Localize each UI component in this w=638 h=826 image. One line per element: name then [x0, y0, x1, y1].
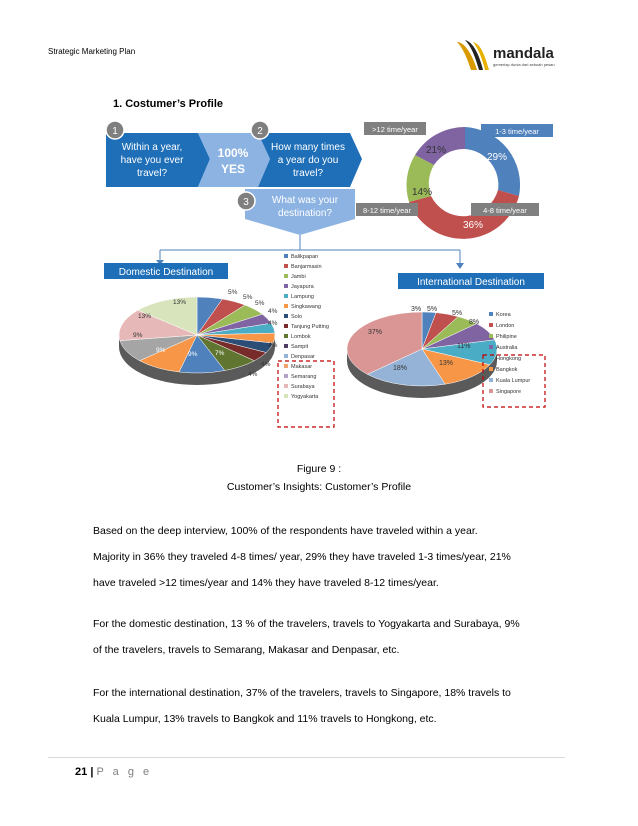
domestic-legend-label: Jambi [291, 274, 306, 280]
paragraph-line: of the travelers, travels to Semarang, Makasar and Denpasar, etc. [93, 644, 400, 656]
international-legend-label: Bangkok [496, 367, 518, 373]
domestic-slice-label: 9% [156, 347, 166, 354]
logo-tagline: gemerlap dunia dari sebuah pesan [493, 62, 555, 67]
mandala-logo [455, 36, 565, 76]
international-slice-label: 13% [439, 360, 454, 367]
question-3-line: What was your [271, 195, 339, 206]
domestic-legend-label: Tanjung Putting [291, 324, 329, 330]
domestic-legend-swatch [284, 354, 288, 358]
domestic-legend [284, 254, 329, 400]
international-legend-label: Hongkong [496, 356, 522, 362]
domestic-legend-label: Singkawang [291, 304, 321, 310]
domestic-legend-swatch [284, 374, 288, 378]
international-legend-swatch [489, 323, 493, 327]
domestic-legend-label: Lombok [291, 334, 311, 340]
document-header-title: Strategic Marketing Plan [48, 47, 136, 56]
paragraph-line: have traveled >12 times/year and 14% they have traveled 8-12 times/year. [93, 577, 439, 589]
donut-pct-1-3: 29% [486, 152, 508, 163]
frequency-donut-chart [407, 127, 521, 239]
international-legend-label: Philipine [496, 334, 517, 340]
international-slice-label: 8% [469, 319, 480, 326]
domestic-slice-label: 9% [133, 332, 143, 339]
international-slice-label: 18% [393, 365, 408, 372]
domestic-slice-label: 4% [268, 320, 278, 327]
domestic-slice-label: 5% [228, 289, 238, 296]
domestic-slice-label: 5% [255, 300, 265, 307]
figure-caption: Customer’s Insights: Customer’s Profile [226, 481, 412, 493]
page-number: 21 [75, 766, 88, 778]
domestic-legend-label: Balikpapan [291, 254, 319, 260]
donut-label-1-3: 1-3 time/year [495, 127, 539, 136]
domestic-legend-swatch [284, 324, 288, 328]
domestic-slice-label: 4% [268, 342, 278, 349]
domestic-legend-swatch [284, 364, 288, 368]
domestic-legend-swatch [284, 314, 288, 318]
donut-label-8-12: 8-12 time/year [363, 206, 411, 215]
paragraph-frequency [93, 518, 511, 596]
domestic-legend-swatch [284, 274, 288, 278]
international-slice-label: 5% [452, 310, 463, 317]
international-legend-swatch [489, 356, 493, 360]
page-word: P a g e [96, 766, 153, 778]
international-legend-label: Kuala Lumpur [496, 378, 531, 384]
domestic-legend-label: Denpasar [291, 354, 315, 360]
domestic-legend-label: Banjarmasin [291, 264, 322, 270]
international-legend-label: Australia [496, 345, 518, 351]
paragraph-line: Based on the deep interview, 100% of the respondents have traveled within a year. [93, 525, 478, 537]
donut-pct-4-8: 36% [462, 220, 484, 231]
question-1-line: Within a year, [121, 142, 183, 153]
domestic-legend-swatch [284, 394, 288, 398]
domestic-slice-label: 4% [268, 308, 278, 315]
domestic-legend-swatch [284, 284, 288, 288]
section-title: 1. Costumer’s Profile [113, 98, 224, 110]
domestic-legend-label: Surabaya [291, 384, 315, 390]
donut-label-4-8: 4-8 time/year [483, 206, 527, 215]
domestic-legend-swatch [284, 344, 288, 348]
question-1-line: travel? [136, 168, 168, 179]
domestic-pie-chart [119, 289, 278, 385]
domestic-slice-label: 13% [173, 299, 187, 306]
paragraph-line: For the domestic destination, 13 % of the travelers, travels to Yogyakarta and Surabaya, 9% [93, 618, 520, 630]
international-legend-swatch [489, 312, 493, 316]
answer-yes: YES [220, 162, 246, 176]
international-legend-swatch [489, 345, 493, 349]
domestic-legend-label: Makasar [291, 364, 313, 370]
domestic-legend-label: Solo [291, 314, 303, 320]
international-title: International Destination [417, 277, 525, 288]
domestic-legend-label: Sampit [291, 344, 309, 350]
donut-pct-8-12: 14% [411, 187, 433, 198]
domestic-slice-label: 5% [243, 294, 253, 301]
page-footer [75, 766, 152, 778]
domestic-title: Domestic Destination [118, 267, 214, 278]
domestic-slice-label: 4% [248, 371, 258, 378]
customer-profile-infographic [100, 115, 560, 435]
international-legend-label: Korea [496, 312, 511, 318]
question-3-number: 3 [243, 197, 249, 208]
international-slice-label: 11% [457, 343, 471, 350]
domestic-legend-label: Jayapura [291, 284, 314, 290]
paragraph-line: For the international destination, 37% of the travelers, travels to Singapore, 18% travels to [93, 687, 511, 699]
domestic-slice-label: 13% [138, 313, 152, 320]
question-2-line: travel? [292, 168, 324, 179]
international-slice-label: 5% [427, 306, 438, 313]
page-separator: | [90, 766, 94, 778]
domestic-legend-swatch [284, 384, 288, 388]
domestic-legend-swatch [284, 264, 288, 268]
domestic-legend-label: Yogyakarta [291, 394, 319, 400]
international-legend-swatch [489, 378, 493, 382]
international-slice-label: 3% [411, 306, 422, 313]
domestic-legend-label: Semarang [291, 374, 317, 380]
donut-pct-gt12: 21% [425, 145, 447, 156]
international-legend-swatch [489, 389, 493, 393]
domestic-slice-label: 7% [215, 350, 225, 357]
domestic-legend-swatch [284, 294, 288, 298]
domestic-slice-label: 9% [188, 351, 198, 358]
question-3-line: destination? [278, 208, 332, 219]
domestic-legend-swatch [284, 334, 288, 338]
international-pie-chart [347, 306, 497, 398]
connector-arrowhead [456, 263, 464, 269]
question-2-number: 2 [257, 126, 263, 137]
domestic-slice-label: 4% [261, 361, 271, 368]
international-legend-label: London [496, 323, 515, 329]
answer-percent: 100% [217, 146, 249, 160]
international-legend-label: Singapore [496, 389, 522, 395]
question-2-line: How many times [271, 142, 345, 153]
donut-label-gt12: >12 time/year [372, 125, 418, 134]
question-1-number: 1 [112, 126, 118, 137]
logo-wordmark: mandala [493, 45, 554, 62]
question-2-line: a year do you [277, 155, 339, 166]
figure-number: Figure 9 : [296, 463, 342, 475]
logo-mark-icon [457, 40, 489, 70]
question-1-line: have you ever [120, 155, 184, 166]
paragraph-line: Majority in 36% they traveled 4-8 times/ year, 29% they have traveled 1-3 times/year, 21% [93, 551, 511, 563]
domestic-legend-swatch [284, 304, 288, 308]
paragraph-international [93, 680, 511, 732]
international-slice-label: 37% [368, 329, 383, 336]
domestic-legend-label: Lampung [291, 294, 314, 300]
paragraph-domestic [93, 611, 520, 663]
international-legend-swatch [489, 334, 493, 338]
paragraph-line: Kuala Lumpur, 13% travels to Bangkok and 11% travels to Hongkong, etc. [93, 713, 437, 725]
domestic-legend-swatch [284, 254, 288, 258]
footer-divider [48, 757, 565, 758]
international-legend-swatch [489, 367, 493, 371]
